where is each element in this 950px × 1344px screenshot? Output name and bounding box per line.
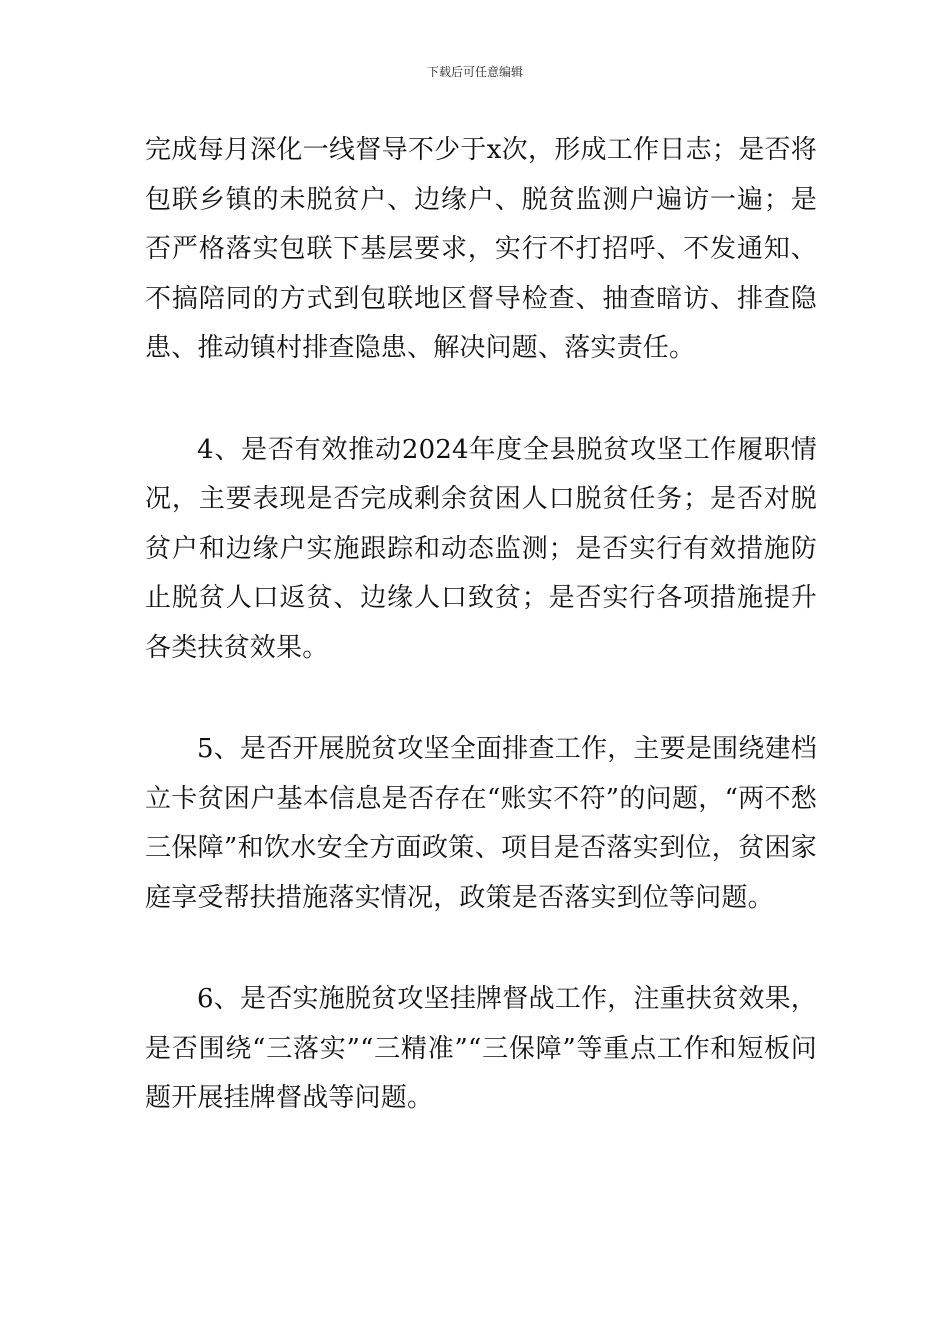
paragraph-item-4: 4、是否有效推动2024年度全县脱贫攻坚工作履职情况，主要表现是否完成剩余贫困人口脱贫任务；是否对脱贫户和边缘户实施跟踪和动态监测；是否实行有效措施防止脱贫人口返贫、边缘人口致贫；是否实行各项措施提升各类扶贫效果。: [145, 434, 817, 663]
page-header-note: 下载后可任意编辑: [426, 65, 523, 79]
document-body: [145, 126, 817, 1124]
paragraph-item-5: 5、是否开展脱贫攻坚全面排查工作，主要是围绕建档立卡贫困户基本信息是否存在“账实不符”的问题，“两不愁三保障”和饮水安全方面政策、项目是否落实到位，贫困家庭享受帮扶措施落实情况，政策是否落实到位等问题。: [145, 734, 817, 913]
paragraph-item-6: 6、是否实施脱贫攻坚挂牌督战工作，注重扶贫效果，是否围绕“三落实”“三精准”“三保障”等重点工作和短板问题开展挂牌督战等问题。: [145, 984, 817, 1113]
paragraph-continuation: 完成每月深化一线督导不少于x次，形成工作日志；是否将包联乡镇的未脱贫户、边缘户、脱贫监测户遍访一遍；是否严格落实包联下基层要求，实行不打招呼、不发通知、不搞陪同的方式到包联地区督导检查、抽查暗访、排查隐患、推动镇村排查隐患、解决问题、落实责任。: [145, 135, 817, 363]
